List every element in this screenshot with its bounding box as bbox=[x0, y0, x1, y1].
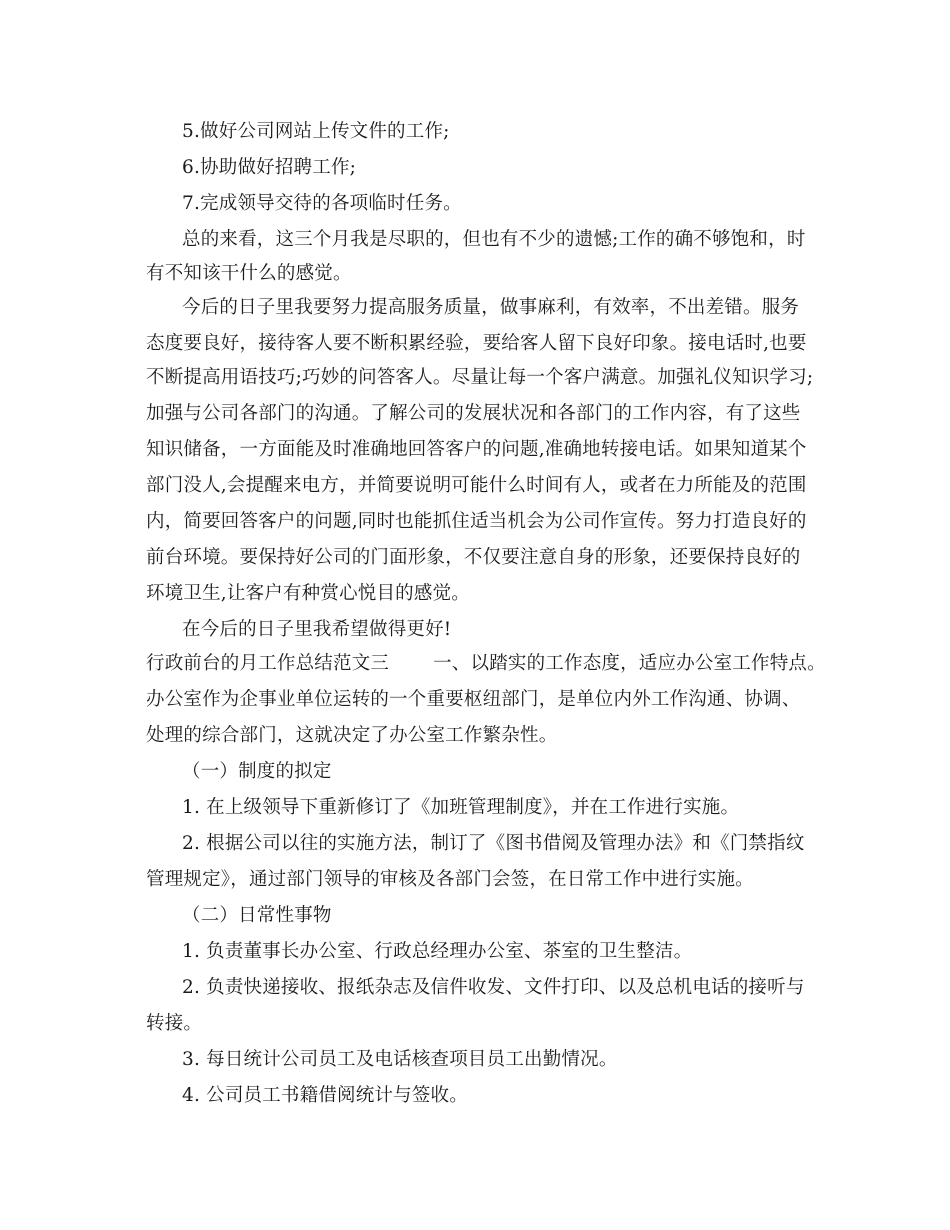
paragraph-line: 总的来看，这三个月我是尽职的，但也有不少的遗憾;工作的确不够饱和，时 bbox=[182, 229, 806, 250]
list-item: 1. 在上级领导下重新修订了《加班管理制度》，并在工作进行实施。 bbox=[182, 797, 740, 818]
paragraph-line: 加强与公司各部门的沟通。了解公司的发展状况和各部门的工作内容，有了这些 bbox=[146, 403, 801, 424]
paragraph-line: 6.协助做好招聘工作; bbox=[182, 157, 357, 178]
paragraph-line: 处理的综合部门，这就决定了办公室工作繁杂性。 bbox=[146, 725, 558, 746]
paragraph-line: 在今后的日子里我希望做得更好! bbox=[182, 619, 452, 640]
subsection-heading: （二）日常性事物 bbox=[182, 905, 332, 926]
paragraph-line: 办公室作为企事业单位运转的一个重要枢纽部门，是单位内外工作沟通、协调、 bbox=[146, 689, 801, 710]
paragraph-line: 知识储备，一方面能及时准确地回答客户的问题,准确地转接电话。如果知道某个 bbox=[146, 439, 807, 460]
list-item: 1. 负责董事长办公室、行政总经理办公室、茶室的卫生整洁。 bbox=[182, 941, 693, 962]
paragraph-line: 5.做好公司网站上传文件的工作; bbox=[182, 121, 450, 142]
paragraph-line: 今后的日子里我要努力提高服务质量，做事麻利，有效率，不出差错。服务 bbox=[182, 297, 800, 318]
list-item: 2. 根据公司以往的实施方法，制订了《图书借阅及管理办法》和《门禁指纹 bbox=[182, 833, 805, 854]
subsection-heading: （一）制度的拟定 bbox=[182, 761, 332, 782]
list-item: 4. 公司员工书籍借阅统计与签收。 bbox=[182, 1085, 468, 1106]
paragraph-line: 不断提高用语技巧;巧妙的问答客人。尽量让每一个客户满意。加强礼仪知识学习; bbox=[146, 367, 814, 388]
paragraph-line: 态度要良好，接待客人要不断积累经验，要给客人留下良好印象。接电话时,也要 bbox=[146, 333, 807, 354]
paragraph-line: 有不知该干什么的感觉。 bbox=[146, 263, 352, 284]
paragraph-line: 环境卫生,让客户有种赏心悦目的感觉。 bbox=[146, 583, 470, 604]
list-item: 2. 负责快递接收、报纸杂志及信件收发、文件打印、以及总机电话的接听与 bbox=[182, 977, 805, 998]
section-title: 行政前台的月工作总结范文三 bbox=[146, 653, 390, 674]
paragraph-line: 7.完成领导交待的各项临时任务。 bbox=[182, 193, 462, 214]
list-item: 3. 每日统计公司员工及电话核查项目员工出勤情况。 bbox=[182, 1049, 618, 1070]
section-subtitle: 一、以踏实的工作态度，适应办公室工作特点。 bbox=[433, 653, 826, 674]
list-item-continuation: 管理规定》，通过部门领导的审核及各部门会签，在日常工作中进行实施。 bbox=[146, 869, 754, 890]
section-heading-line bbox=[146, 652, 826, 676]
paragraph-line: 部门没人,会提醒来电方，并简要说明可能什么时间有人，或者在力所能及的范围 bbox=[146, 475, 807, 496]
list-item-continuation: 转接。 bbox=[146, 1013, 203, 1034]
paragraph-line: 前台环境。要保持好公司的门面形象，不仅要注意自身的形象，还要保持良好的 bbox=[146, 547, 801, 568]
paragraph-line: 内，简要回答客户的问题,同时也能抓住适当机会为公司作宣传。努力打造良好的 bbox=[146, 511, 807, 532]
